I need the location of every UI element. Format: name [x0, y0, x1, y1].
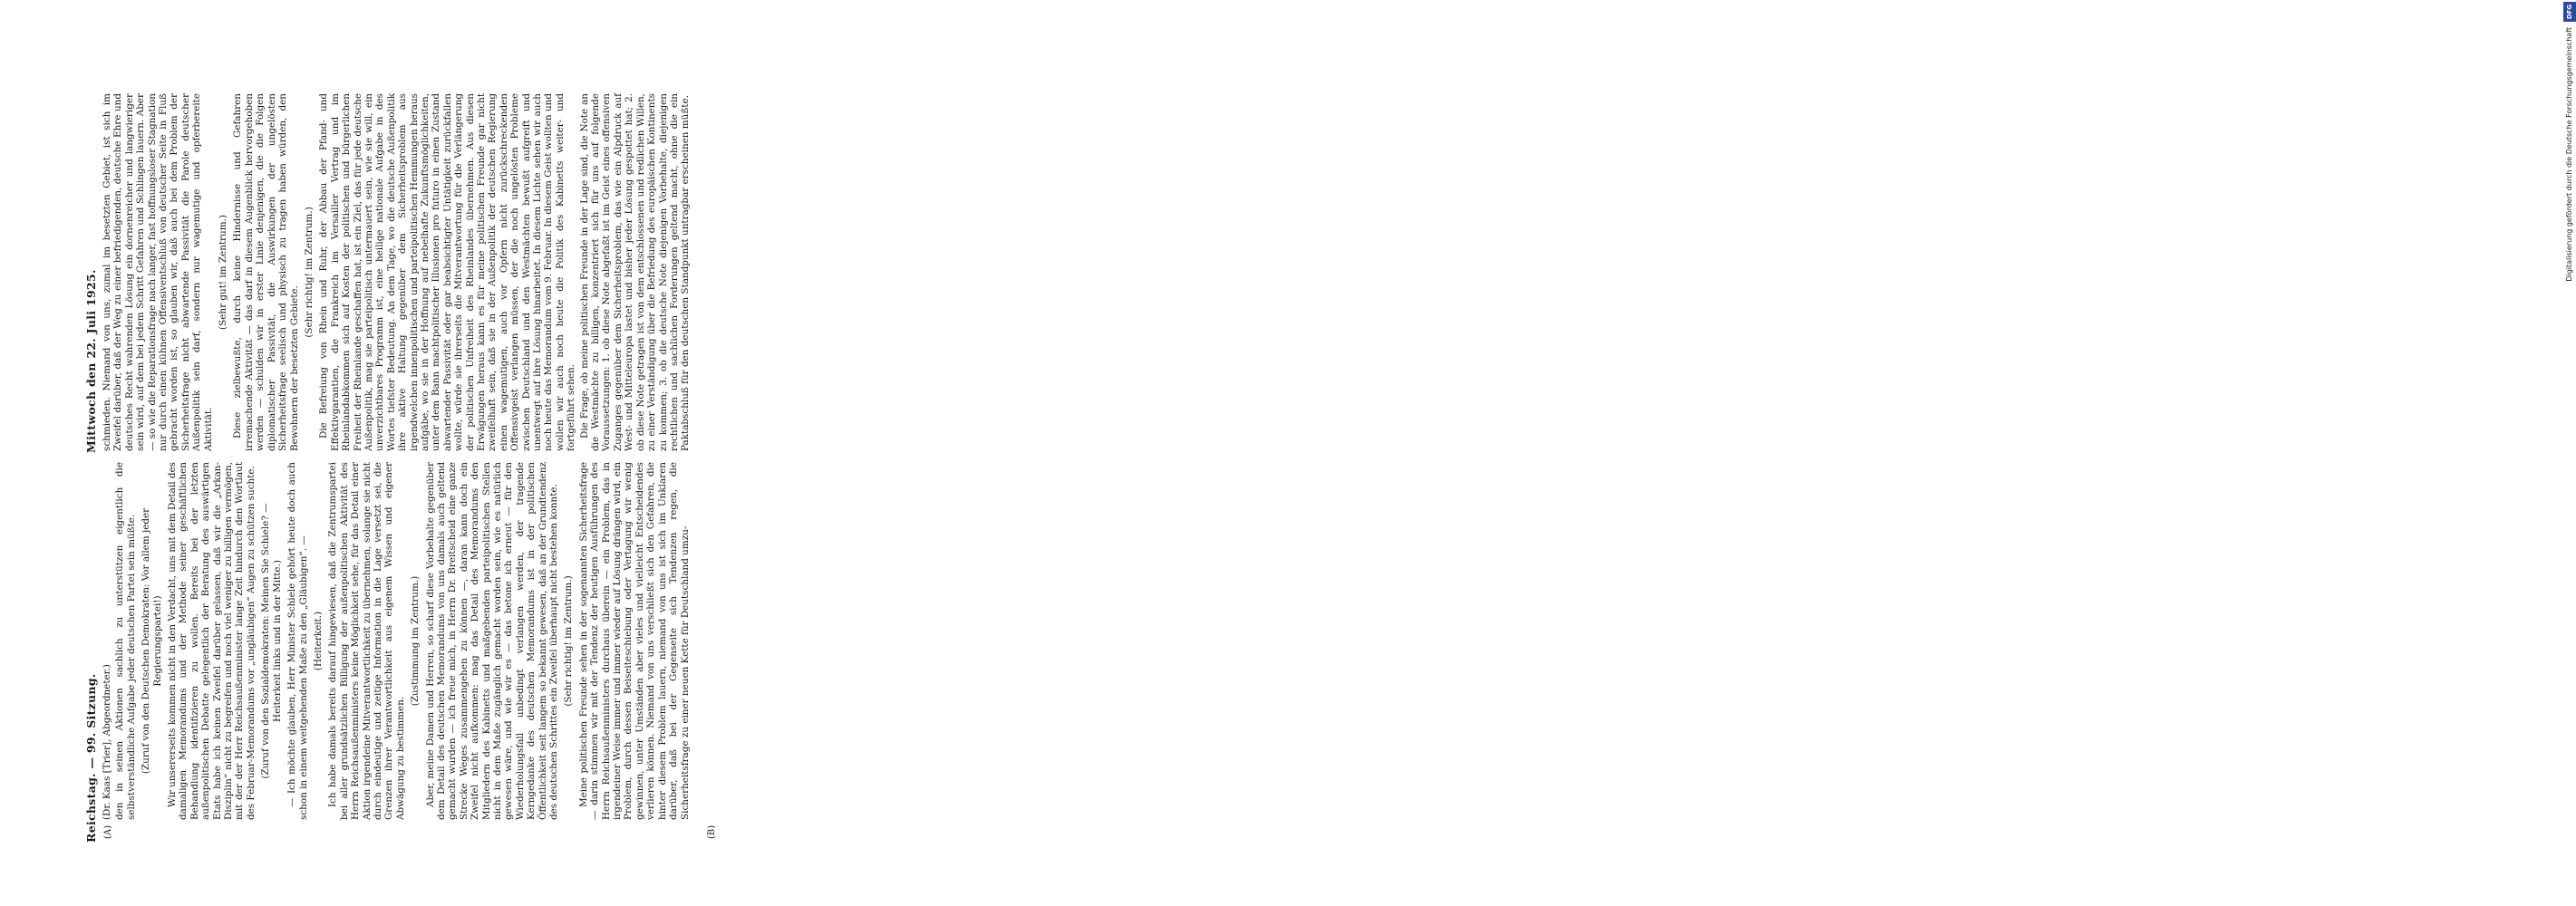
paragraph: Die Frage, ob meine politischen Freunde in der Lage sind, die Note an die Westmächte zu billigen, konzentriert sich für uns auf folgende Voraussetzungen: 1. ob diese Note abgefaßt ist im Geist eines offensiven Zuganges gegenüber dem Sicherheitsproblem, das wie ein Alpdruck auf West- und Mitteleuropa lastet und bisher jeder Lösung gespottet hat; 2. ob diese Note getragen ist von dem entschlossenen und redlichen Willen, zu einer Verständigung über die Befriedung des europäischen Kontinents zu kommen; 3. ob die deutsche Note diejenigen Vorbehalte, diejenigen rechtlichen und sachlichen Forderungen geltend macht, ohne die ein Paktabschluß für den deutschen Standpunkt untragbar erscheinen müßte.	[578, 93, 692, 451]
dfg-credit: Digitalisierung gefördert durch die Deutsche Forschungsgemeinschaft	[2565, 27, 2573, 282]
interjection: (Sehr richtig! im Zentrum.)	[563, 575, 575, 707]
interjection: (Zuruf von den Deutschen Demokraten: Vor allem jeder Regierungspartei!)	[140, 507, 163, 775]
dfg-sidebar	[1280, 0, 2573, 906]
margin-mark-a: (A)	[103, 824, 113, 839]
paragraph: Meine politischen Freunde sehen in der sogenannten Sicherheitsfrage — darin stimmen wir mit der Tendenz der heutigen Ausführungen des Herrn Reichsaußenministers durchaus überein — ein Problem, das in irgendeiner Weise immer und immer wieder auf Lösung drängen wird, ein Problem, durch dessen Beiseiteschiebung oder Vertagung wir wenig gewinnen, unter Umständen aber vieles und vielleicht Entscheidendes verlieren können. Niemand von uns verschließt sich den Gefahren, die hinter diesem Problem lauern, niemand von uns ist sich im Unklaren darüber, daß bei der Gegenseite sich Tendenzen regen, die Sicherheitsfrage zu einer neuen Kette für Deutschland umzu-	[577, 462, 691, 820]
paragraph: Wir unsererseits kommen nicht in den Verdacht, uns mit dem Detail des damaligen Memorandums und der Methode seiner geschäftlichen Behandlung identifizieren zu wollen. Bereits bei der letzten außenpolitischen Debatte gelegentlich der Beratung des auswärtigen Etats habe ich keinen Zweifel darüber gelassen, daß wir die „Arkan-Disziplin“ nicht zu begreifen und noch viel weniger zu billigen vermögen, mit der der Herr Reichsaußenminister lange Zeit hindurch den Wortlaut des Februar-Memorandums vor „ungläubigen“ Augen zu schützen suchte.	[167, 462, 257, 820]
paragraph: den in seinen Aktionen sachlich zu unterstützen eigentlich die selbstverständliche Aufgabe jeder deutschen Partei sein müßte.	[114, 462, 137, 820]
margin-mark-b: (B)	[707, 824, 717, 839]
column-right	[102, 93, 693, 451]
interjection: (Sehr richtig! im Zentrum.)	[303, 207, 315, 338]
interjection: (Zuruf von den Sozialdemokraten: Meinen Sie Schiele? — Heiterkeit links und in der Mitte.)	[260, 503, 283, 779]
paragraph: Diese zielbewußte, durch keine Hindernisse und Gefahren irremachende Aktivität — das darf in diesem Augenblick hervorgehoben werden — schulden wir in erster Linie denjenigen, die die Folgen diplomatischer Passivität, die Auswirkungen der ungelösten Sicherheitsfrage seelisch und physisch zu tragen haben würden, den Bewohnern der besetzten Gebiete.	[232, 93, 300, 451]
header-date: Mittwoch den 22. Juli 1925.	[84, 269, 98, 453]
speaker-tag: (Dr. Kaas [Trier], Abgeordneter.)	[102, 664, 112, 820]
paragraph: schmieden. Niemand von uns, zumal im besetzten Gebiet, ist sich im Zweifel darüber, daß der Weg zu einer befriedigenden, deutsche Ehre und deutsches Recht wahrenden Lösung ein dornenreicher und langwieriger sein wird, auf dem bei jedem Schritt Gefahren und Schlingen lauern. Aber — so wie die Reparationsfrage nach langer, fast hoffnungsloser Stagnation nur durch einen kühnen Offensiventschluß von deutscher Seite in Fluß gebracht worden ist, so glauben wir, daß auch bei dem Problem der Sicherheitsfrage nicht abwartende Passivität die Parole deutscher Außenpolitik sein darf, sondern nur wagemutige und opferbereite Aktivität.	[102, 93, 214, 451]
paragraph: Die Befreiung von Rhein und Ruhr, der Abbau der Pfand- und Effektivgarantien, die Frankreich im Versailler Vertrag und im Rheinlandabkommen sich auf Kosten der politischen und bürgerlichen Freiheit der Rheinlande geschaffen hat, ist ein Ziel, das für jede deutsche Außenpolitik, mag sie parteipolitisch untermauert sein, wie sie will, ein unverzichtbares Programm ist, eine heilige nationale Aufgabe in des Wortes tiefster Bedeutung. An dem Tage, wo die deutsche Außenpolitik ihre aktive Haltung gegenüber dem Sicherheitsproblem aus irgendwelchen innenpolitischen und parteipolitischen Hemmungen heraus aufgäbe, wo sie in der Hoffnung auf nebelhafte Zukunftsmöglichkeiten, unter dem Bann machtpolitischer Illusionen pro futuro in einen Zustand abwartender Passivität oder gar beabsichtigter Untätigkeit zurückfallen wollte, würde sie ihrerseits die Mitverantwortung für die Verlängerung der politischen Unfreiheit des Rheinlandes übernehmen. Aus diesen Erwägungen heraus kann es für meine politischen Freunde gar nicht zweifelhaft sein, daß sie in der Außenpolitik der deutschen Regierung einen wagemutigen, auch vor Opfern nicht zurückschreckenden Offensivgeist verlangen müssen, der die noch ungelösten Probleme zwischen Deutschland und den Westmächten bewußt aufgreift und unentwegt auf ihre Lösung hinarbeitet. In diesem Lichte sehen wir auch noch heute das Memorandum vom 9. Februar. In diesem Geist wollten und wollen wir auch noch heute die Politik des Kabinetts weiter- und fortgeführt sehen.	[318, 92, 577, 451]
interjection: (Zustimmung im Zentrum.)	[410, 575, 421, 707]
dfg-logo: DFG	[2563, 2, 2576, 22]
paragraph: Ich habe damals bereits darauf hingewiesen, daß die Zentrumspartei bei aller grundsätzlichen Billigung der außenpolitischen Aktivität des Herrn Reichsaußenministers keine Möglichkeit sehe, für das Detail einer Aktion irgendeine Mitverantwortlichkeit zu übernehmen, solange sie nicht durch eindeutige und zeitige Information in die Lage versetzt sei, die Grenzen ihrer Verantwortlichkeit aus eigenem Wissen und eigener Abwägung zu bestimmen.	[327, 462, 406, 820]
paragraph: — Ich möchte glauben, Herr Minister Schiele gehört heute doch auch schon in einem weitgehenden Maße zu den „Gläubigen“. —	[286, 462, 309, 820]
header-session: Reichstag. — 99. Sitzung.	[84, 673, 98, 843]
interjection: (Sehr gut! im Zentrum.)	[218, 215, 229, 330]
interjection: (Heiterkeit.)	[312, 611, 324, 671]
column-left	[102, 462, 692, 820]
paragraph: Aber, meine Damen und Herren, so scharf diese Vorbehalte gegenüber dem Detail des deutschen Memorandums von uns damals auch geltend gemacht wurden — ich freue mich, in Herrn Dr. Breitscheid eine ganze Strecke Weges zusammengehen zu können —, daran kann doch ein Zweifel nicht aufkommen: mag das Detail des Memorandums den Mitgliedern des Kabinetts und maßgebenden parteipolitischen Stellen nicht in dem Maße zugänglich gemacht worden sein, wie es natürlich gewesen wäre, und wie wir es — das betone ich erneut — für den Wiederholungsfall unbedingt verlangen werden, der tragende Kerngedanke des deutschen Memorandums ist in der politischen Öffentlichkeit seit langem so bekannt gewesen, daß an der Grundtendenz des deutschen Schrittes ein Zweifel überhaupt nicht bestehen konnte.	[424, 462, 560, 820]
